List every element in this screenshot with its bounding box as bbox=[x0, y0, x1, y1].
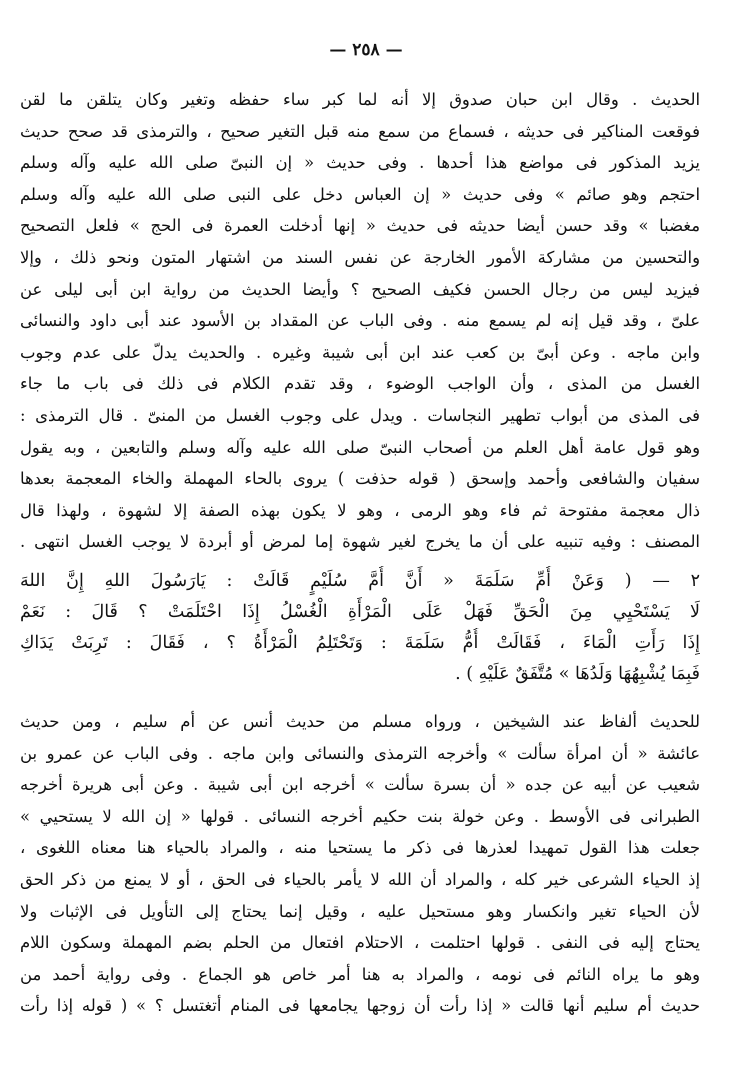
text-line: فوقعت المناكير فى حديثه ، فسماع من سمع منه قبل التغير صحيح ، والترمذى قد صحح حديث bbox=[20, 121, 700, 141]
hadith-line: فَبِمَا يُشْبِهُهَا وَلَدُهَا » مُتَّفَقٌ عَلَيْهِ ) . bbox=[455, 664, 700, 684]
text-line: ذال معجمة مفتوحة ثم فاء وهو الرمى ، وهو لا يكون بهذه الصفة إلا لشهوة ، ولهذا قال bbox=[20, 500, 700, 520]
text-line: حديث أم سليم أنها قالت « إذا رأت أن زوجها يجامعها فى المنام أتغتسل ؟ » ( قوله إذا رأت bbox=[20, 996, 700, 1016]
text-line: الحديث . وقال ابن حبان صدوق إلا أنه لما كبر ساء حفظه وتغير وكان يتلقن ما لقن bbox=[20, 90, 700, 109]
text-line: يزيد المذكور فى مواضع هذا أحدها . وفى حديث « إن النبىّ صلى الله عليه وآله وسلم bbox=[20, 153, 700, 173]
text-line: جعلت هذا القول تمهيدا لعذرها فى ذكر ما يستحيا منه ، والمراد بالحياء هنا معناه اللغوى ، bbox=[20, 838, 700, 858]
text-line: سفيان والشافعى وأحمد وإسحق ( قوله حذفت ) يروى بالحاء المهملة والخاء المعجمة بعدها bbox=[20, 469, 700, 489]
commentary-bottom bbox=[20, 706, 700, 1022]
text-line: فيزيد ليس من رجال الحسن فكيف الصحيح ؟ وأيضا الحديث من رواية ابن أبى ليلى عن bbox=[20, 279, 700, 299]
text-line: والتحسين من مشاركة الأمور الخارجة عن نفس السند من اشتهار المتون ونحو ذلك ، وإلا bbox=[20, 247, 700, 267]
text-line: الغسل من المذى ، وأن الواجب الوضوء ، وقد تقدم الكلام فى ذلك فى باب ما جاء bbox=[20, 374, 700, 394]
text-line: المصنف : وفيه تنبيه على أن ما يخرج لغير شهوة إما لمرض أو أبردة لا يوجب الغسل انتهى . bbox=[20, 532, 700, 552]
hadith-line: لَا يَسْتَحْيِي مِنَ الْحَقِّ فَهَلْ عَلَى الْمَرْأَةِ الْغُسْلُ إِذَا احْتَلَمَتْ ؟ قَالَ : نَعَمْ bbox=[20, 602, 700, 622]
text-line: فى المذى من أبواب تطهير النجاسات . ويدل على وجوب الغسل من المنىّ . قال الترمذى : bbox=[20, 405, 700, 425]
hadith-text bbox=[20, 566, 700, 690]
text-line: للحديث ألفاظ عند الشيخين ، ورواه مسلم من حديث أنس عن أم سليم ، ومن حديث bbox=[20, 712, 700, 731]
text-line: الطبرانى فى الأوسط . وعن خولة بنت حكيم أخرجه النسائى . قولها « إن الله لا يستحيي » bbox=[20, 806, 700, 826]
text-line: يحتاج إليه فى النفى . قولها احتلمت ، الاحتلام افتعال من الحلم بضم المهملة وسكون اللام bbox=[20, 933, 700, 953]
text-line: وابن ماجه . وعن أبىّ بن كعب عند ابن أبى شيبة وغيره . والحديث يدلّ على عدم وجوب bbox=[20, 342, 700, 362]
text-line: وهو ما يراه النائم فى نومه ، والمراد به هنا أمر خاص هو الجماع . وفى رواية أحمد من bbox=[20, 964, 700, 984]
hadith-line: ٢ — ( وَعَنْ أُمِّ سَلَمَةَ « أَنَّ أُمَّ سُلَيْمٍ قَالَتْ : يَارَسُولَ اللهِ إِنَّ اللهَ bbox=[20, 571, 700, 591]
page-number: — ٢٥٨ — bbox=[329, 40, 403, 60]
text-line: عائشة « أن امرأة سألت » وأخرجه الترمذى والنسائى وابن ماجه . وفى الباب عن عمرو بن bbox=[20, 743, 700, 763]
text-line: وهو قول عامة أهل العلم من أصحاب النبىّ صلى الله عليه وآله وسلم والتابعين ، وبه يقول bbox=[20, 437, 700, 457]
text-line: شعيب عن أبيه عن جده « أن بسرة سألت » أخرجه ابن أبى شيبة . وعن أبى هريرة أخرجه bbox=[20, 775, 700, 795]
text-line: لأن الحياء تغير وانكسار وهو مستحيل عليه ، وقيل إنما يحتاج إلى التأويل فى الإثبات ولا bbox=[20, 901, 700, 921]
text-line: احتجم وهو صائم » وفى حديث « إن العباس دخل على النبى صلى الله عليه وآله وسلم bbox=[20, 184, 700, 204]
hadith-line: إِذَا رَأَتِ الْمَاءَ ، فَقَالَتْ أُمُّ سَلَمَةَ : وَتَحْتَلِمُ الْمَرْأَةُ ؟ ، فَقَالَ : تَرِبَتْ يَدَاكِ bbox=[20, 633, 700, 653]
text-line: مغضبا » وقد حسن أيضا حديثه فى حديث « إنها أدخلت العمرة فى الحج » فلعل التصحيح bbox=[20, 216, 700, 236]
commentary-top bbox=[20, 84, 700, 558]
text-line: إذ الحياء الشرعى خير كله ، والمراد أن الله لا يأمر بالحياء فى الحق ، أو لا يمنع من ذكر الحق bbox=[20, 869, 700, 889]
text-line: علىّ ، وقد قيل إنه لم يسمع منه . وفى الباب عن المقداد بن الأسود عند أبى داود والنسائى bbox=[20, 311, 700, 331]
